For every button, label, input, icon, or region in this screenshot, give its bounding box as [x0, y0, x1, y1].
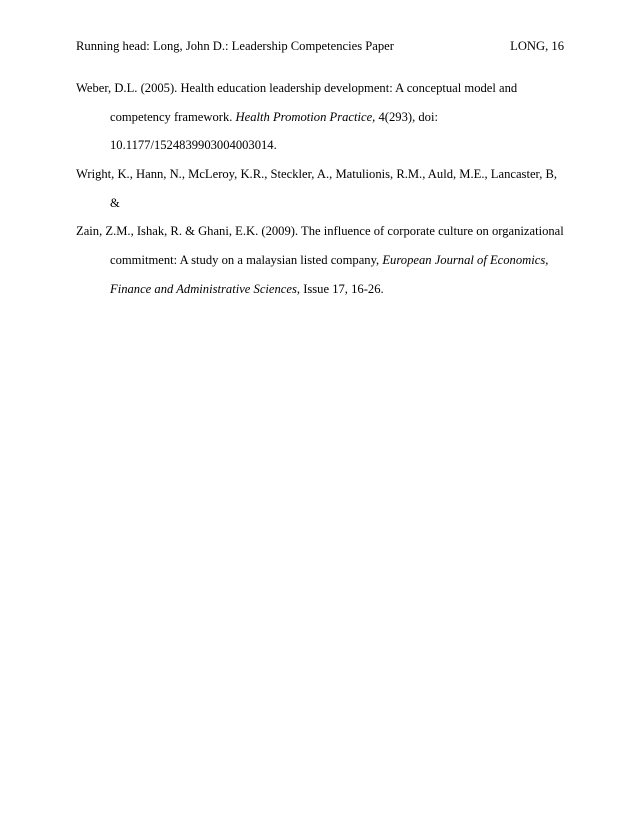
reference-line: [76, 137, 564, 166]
reference-text: , Issue 17, 16-26.: [296, 281, 384, 296]
reference-line: [76, 195, 564, 224]
reference-italic-text: Finance and Administrative Sciences: [110, 281, 297, 296]
reference-italic-text: European Journal of Economics,: [382, 253, 549, 268]
reference-list: [76, 80, 564, 310]
reference-line: [76, 281, 564, 310]
running-head: Running head: Long, John D.: Leadership Competencies Paper: [76, 39, 394, 53]
reference-line: [76, 80, 564, 109]
reference-text: competency framework.: [110, 109, 236, 124]
reference-text: &: [110, 195, 120, 210]
reference-text: 4(293), doi:: [375, 109, 438, 124]
reference-italic-text: Health Promotion Practice,: [235, 109, 376, 124]
reference-line: [76, 223, 564, 252]
reference-line: [76, 252, 564, 281]
reference-text: Weber, D.L. (2005). Health education leadership development: A conceptual model and: [76, 81, 518, 95]
reference-text: Zain, Z.M., Ishak, R. & Ghani, E.K. (2009). The influence of corporate culture on organizational: [76, 224, 564, 239]
reference-entry: [76, 223, 564, 309]
reference-text: commitment: A study on a malaysian listed company,: [110, 253, 383, 268]
reference-text: Wright, K., Hann, N., McLeroy, K.R., Steckler, A., Matulionis, R.M., Auld, M.E., Lancaster, B,: [76, 167, 558, 182]
reference-entry: [76, 166, 564, 223]
reference-entry: [76, 80, 564, 166]
reference-text: 10.1177/1524839903004003014.: [110, 138, 277, 153]
reference-line: [76, 166, 564, 195]
reference-line: [76, 109, 564, 138]
page-number: LONG, 16: [510, 39, 564, 53]
